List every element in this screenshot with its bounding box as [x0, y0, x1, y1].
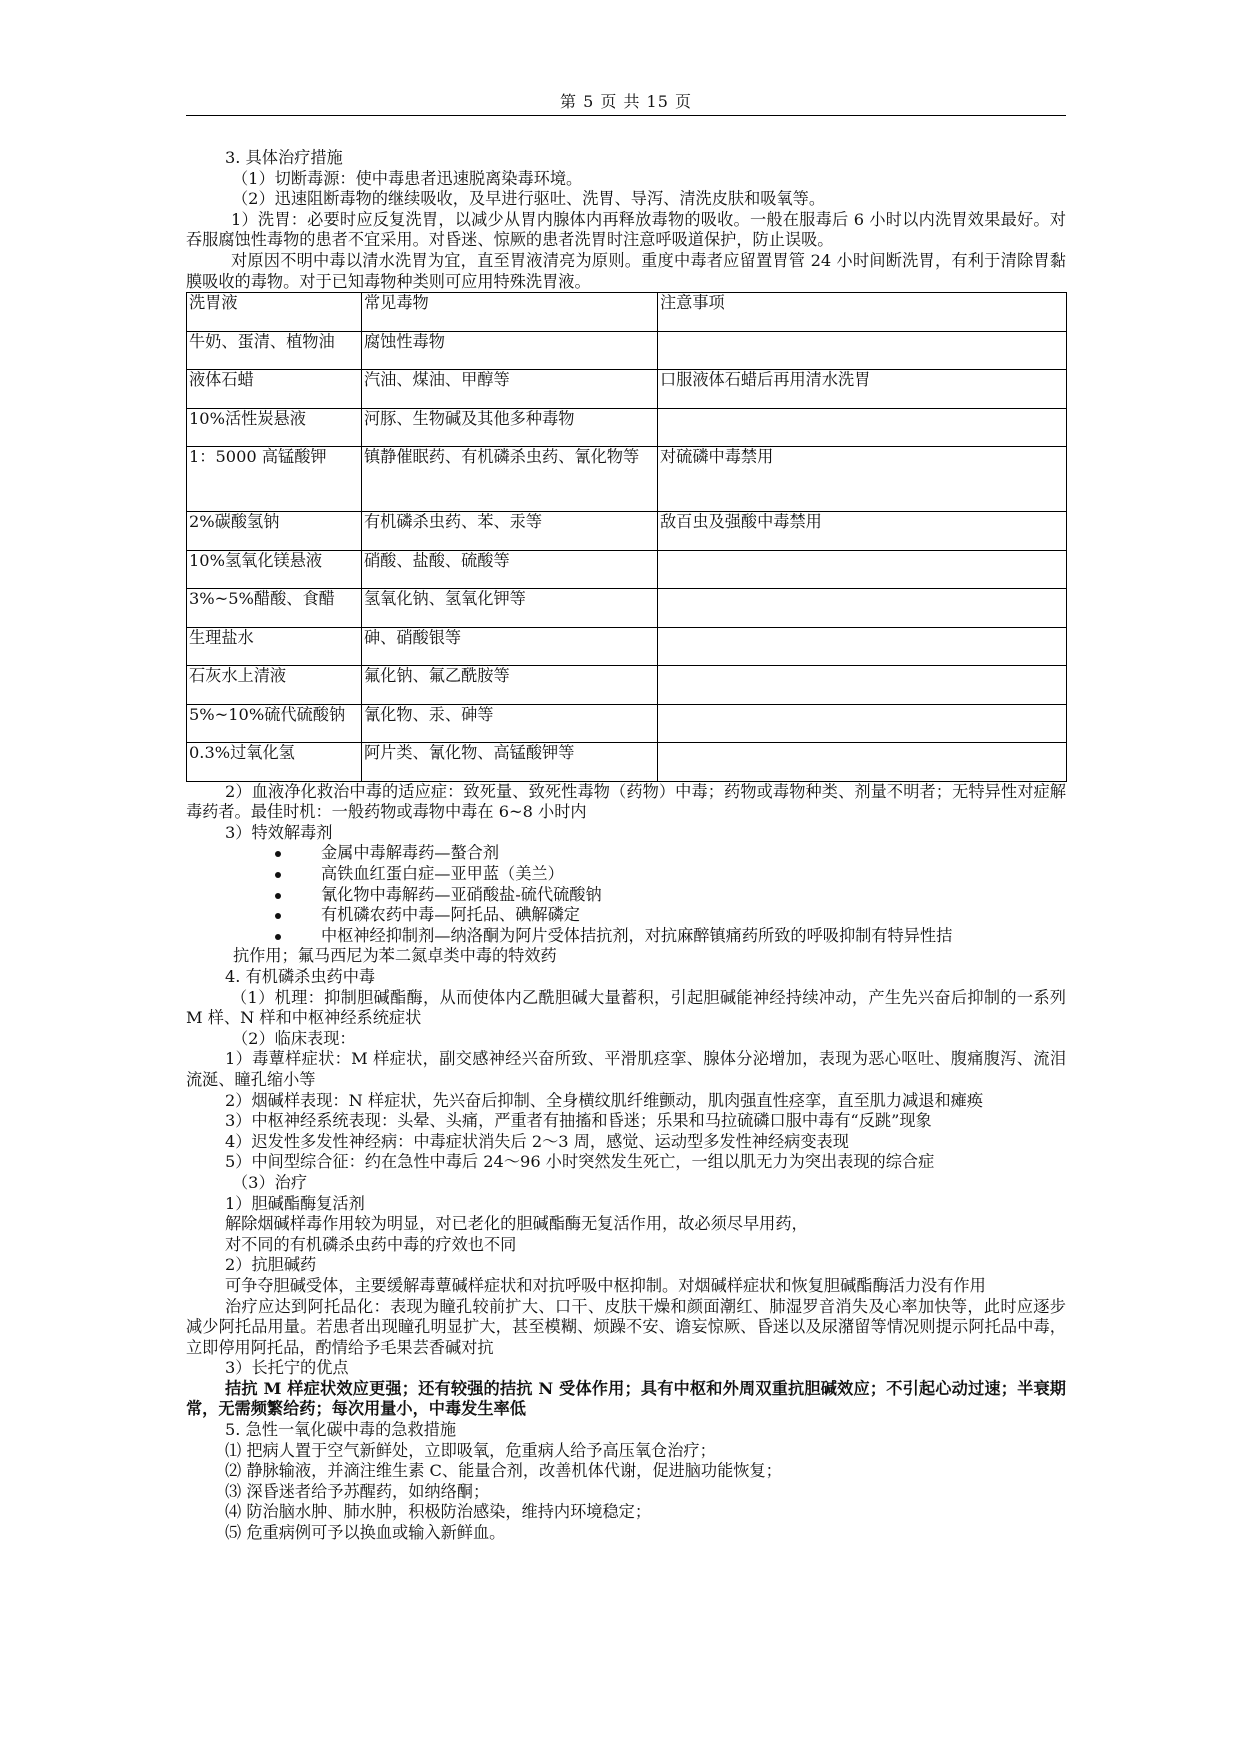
table-cell: 牛奶、蛋清、植物油 — [187, 331, 362, 370]
section-3-item-1: （1）切断毒源：使中毒患者迅速脱离染毒环境。 — [232, 168, 583, 188]
table-cell — [658, 550, 1067, 589]
table-row — [187, 408, 1067, 447]
table-cell — [658, 743, 1067, 782]
section-4-title: 4. 有机磷杀虫药中毒 — [225, 967, 376, 986]
table-header-cell: 洗胃液 — [187, 293, 362, 332]
bullet-icon — [275, 913, 281, 919]
list-item-text: 金属中毒解毒药—螯合剂 — [321, 843, 500, 863]
list-item-continuation: 抗作用；氟马西尼为苯二氮卓类中毒的特效药 — [233, 946, 557, 966]
table-cell: 有机磷杀虫药、苯、汞等 — [362, 512, 658, 551]
table-row — [187, 627, 1067, 666]
table-row — [187, 666, 1067, 705]
table-cell: 3%~5%醋酸、食醋 — [187, 589, 362, 628]
list-item-text: 高铁血红蛋白症—亚甲蓝（美兰） — [321, 864, 564, 884]
table-cell — [658, 331, 1067, 370]
table-cell: 氢氧化钠、氢氧化钾等 — [362, 589, 658, 628]
treatment-3-advantages: 拮抗 M 样症状效应更强；还有较强的拮抗 N 受体作用；具有中枢和外周双重抗胆碱效应；不引起心动过速；半衰期常，无需频繁给药；每次用量小，中毒发生率低 — [186, 1378, 1066, 1419]
bullet-icon — [275, 872, 281, 878]
clinical-item-1: 1）毒蕈样症状：M 样症状，副交感神经兴奋所致、平滑肌痉挛、腺体分泌增加，表现为恶心呕吐、腹痛腹泻、流泪流涎、瞳孔缩小等 — [186, 1049, 1066, 1089]
gastric-lavage-paragraph: 1）洗胃：必要时应反复洗胃，以减少从胃内腺体内再释放毒物的吸收。一般在服毒后 6 小时以内洗胃效果最好。对吞服腐蚀性毒物的患者不宜采用。对昏迷、惊厥的患者洗胃时注意呼吸道保护，防止误吸。 — [186, 209, 1066, 250]
table-cell — [658, 627, 1067, 666]
table-cell: 汽油、煤油、甲醇等 — [362, 370, 658, 409]
treatment-1-title: 1）胆碱酯酶复活剂 — [225, 1193, 365, 1213]
antidotes-list — [186, 843, 1066, 967]
treatment-1-line-a: 解除烟碱样毒作用较为明显，对已老化的胆碱酯酶无复活作用，故必须尽早用药， — [225, 1214, 808, 1234]
table-row — [187, 331, 1067, 370]
page-content — [186, 148, 1066, 1544]
table-row — [187, 704, 1067, 743]
table-row — [187, 589, 1067, 628]
table-cell: 生理盐水 — [187, 627, 362, 666]
table-cell: 液体石蜡 — [187, 370, 362, 409]
list-item — [186, 885, 1066, 906]
treatment-title: （3）治疗 — [232, 1172, 308, 1192]
table-cell — [658, 666, 1067, 705]
section-5-item: ⑷ 防治脑水肿、肺水肿，积极防治感染，维持内环境稳定； — [225, 1502, 652, 1522]
clinical-item-5: 5）中间型综合征：约在急性中毒后 24～96 小时突然发生死亡，一组以肌无力为突出表现的综合症 — [225, 1152, 935, 1172]
section-5-item: ⑶ 深昏迷者给予苏醒药，如纳络酮； — [225, 1481, 490, 1501]
clinical-item-3: 3）中枢神经系统表现：头晕、头痛，严重者有抽搐和昏迷；乐果和马拉硫磷口服中毒有“反跳”现象 — [225, 1111, 932, 1131]
table-cell — [658, 408, 1067, 447]
table-cell: 硝酸、盐酸、硫酸等 — [362, 550, 658, 589]
list-item — [186, 926, 1066, 967]
section-5-item: ⑸ 危重病例可予以换血或输入新鲜血。 — [225, 1523, 506, 1543]
section-3-item-2: （2）迅速阻断毒物的继续吸收，及早进行驱吐、洗胃、导泻、清洗皮肤和吸氧等。 — [232, 189, 826, 209]
table-cell: 0.3%过氧化氢 — [187, 743, 362, 782]
table-cell: 5%~10%硫代硫酸钠 — [187, 704, 362, 743]
blood-purification-paragraph: 2）血液净化救治中毒的适应症：致死量、致死性毒物（药物）中毒；药物或毒物种类、剂量不明者；无特异性对症解毒药者。最佳时机：一般药物或毒物中毒在 6~8 小时内 — [186, 781, 1066, 822]
treatment-1-line-b: 对不同的有机磷杀虫药中毒的疗效也不同 — [225, 1234, 517, 1254]
section-3-title: 3. 具体治疗措施 — [225, 148, 343, 167]
table-cell: 1：5000 高锰酸钾 — [187, 447, 362, 512]
table-cell: 砷、硝酸银等 — [362, 627, 658, 666]
table-cell: 敌百虫及强酸中毒禁用 — [658, 512, 1067, 551]
unknown-poison-paragraph: 对原因不明中毒以清水洗胃为宜，直至胃液清亮为原则。重度中毒者应留置胃管 24 小时间断洗胃，有利于清除胃黏膜吸收的毒物。对于已知毒物种类则可应用特殊洗胃液。 — [186, 250, 1066, 291]
clinical-item-4: 4）迟发性多发性神经病：中毒症状消失后 2～3 周，感觉、运动型多发性神经病变表现 — [225, 1131, 849, 1151]
page-header: 第 5 页 共 15 页 — [560, 92, 692, 111]
bullet-icon — [275, 934, 281, 940]
list-item-text: 中枢神经抑制剂—纳洛酮为阿片受体拮抗剂，对抗麻醉镇痛药所致的呼吸抑制有特异性拮 — [321, 925, 953, 945]
table-header-cell: 注意事项 — [658, 293, 1067, 332]
table-row — [187, 550, 1067, 589]
lavage-table — [186, 292, 1067, 782]
list-item-text: 氰化物中毒解药—亚硝酸盐-硫代硫酸钠 — [321, 884, 602, 904]
table-row — [187, 447, 1067, 512]
list-item — [186, 864, 1066, 885]
table-cell — [658, 704, 1067, 743]
bullet-icon — [275, 851, 281, 857]
table-cell: 阿片类、氰化物、高锰酸钾等 — [362, 743, 658, 782]
treatment-2-para-a: 可争夺胆碱受体，主要缓解毒蕈碱样症状和对抗呼吸中枢抑制。对烟碱样症状和恢复胆碱酯酶活力没有作用 — [225, 1275, 986, 1295]
clinical-title: （2）临床表现： — [232, 1028, 356, 1048]
table-cell — [658, 589, 1067, 628]
table-cell: 10%活性炭悬液 — [187, 408, 362, 447]
treatment-2-para-b: 治疗应达到阿托品化：表现为瞳孔较前扩大、口干、皮肤干燥和颜面潮红、肺湿罗音消失及心率加快等，此时应逐步减少阿托品用量。若患者出现瞳孔明显扩大，甚至模糊、烦躁不安、谵妄惊厥、昏迷以及尿潴留等情况则提示阿托品中毒，立即停用阿托品，酌情给予毛果芸香碱对抗 — [186, 1296, 1066, 1357]
table-cell: 河豚、生物碱及其他多种毒物 — [362, 408, 658, 447]
table-cell: 氰化物、汞、砷等 — [362, 704, 658, 743]
table-cell: 腐蚀性毒物 — [362, 331, 658, 370]
treatment-2-title: 2）抗胆碱药 — [225, 1255, 317, 1275]
table-cell: 10%氢氧化镁悬液 — [187, 550, 362, 589]
section-5-item: ⑴ 把病人置于空气新鲜处，立即吸氧，危重病人给予高压氧仓治疗； — [225, 1440, 716, 1460]
section-5-item: ⑵ 静脉输液，并滴注维生素 C、能量合剂，改善机体代谢，促进脑功能恢复； — [225, 1461, 782, 1481]
mechanism-paragraph: （1）机理：抑制胆碱酯酶，从而使体内乙酰胆碱大量蓄积，引起胆碱能神经持续冲动，产生先兴奋后抑制的一系列 M 样、N 样和中枢神经系统症状 — [186, 987, 1066, 1028]
list-item — [186, 905, 1066, 926]
table-cell: 石灰水上清液 — [187, 666, 362, 705]
section-5-title: 5. 急性一氧化碳中毒的急救措施 — [225, 1420, 457, 1440]
antidotes-title: 3）特效解毒剂 — [225, 822, 333, 842]
table-header-cell: 常见毒物 — [362, 293, 658, 332]
header-rule — [186, 115, 1066, 116]
table-cell: 镇静催眠药、有机磷杀虫药、氰化物等 — [362, 447, 658, 512]
bullet-icon — [275, 893, 281, 899]
table-row — [187, 512, 1067, 551]
table-header-row — [187, 293, 1067, 332]
table-cell: 2%碳酸氢钠 — [187, 512, 362, 551]
table-cell: 对硫磷中毒禁用 — [658, 447, 1067, 512]
table-cell: 口服液体石蜡后再用清水洗胃 — [658, 370, 1067, 409]
table-row — [187, 743, 1067, 782]
treatment-3-title: 3）长托宁的优点 — [225, 1358, 349, 1378]
list-item-text: 有机磷农药中毒—阿托品、碘解磷定 — [321, 905, 580, 925]
table-row — [187, 370, 1067, 409]
table-cell: 氟化钠、氟乙酰胺等 — [362, 666, 658, 705]
list-item — [186, 843, 1066, 864]
clinical-item-2: 2）烟碱样表现：N 样症状，先兴奋后抑制、全身横纹肌纤维颤动，肌肉强直性痉挛，直至肌力减退和瘫痪 — [225, 1090, 984, 1110]
